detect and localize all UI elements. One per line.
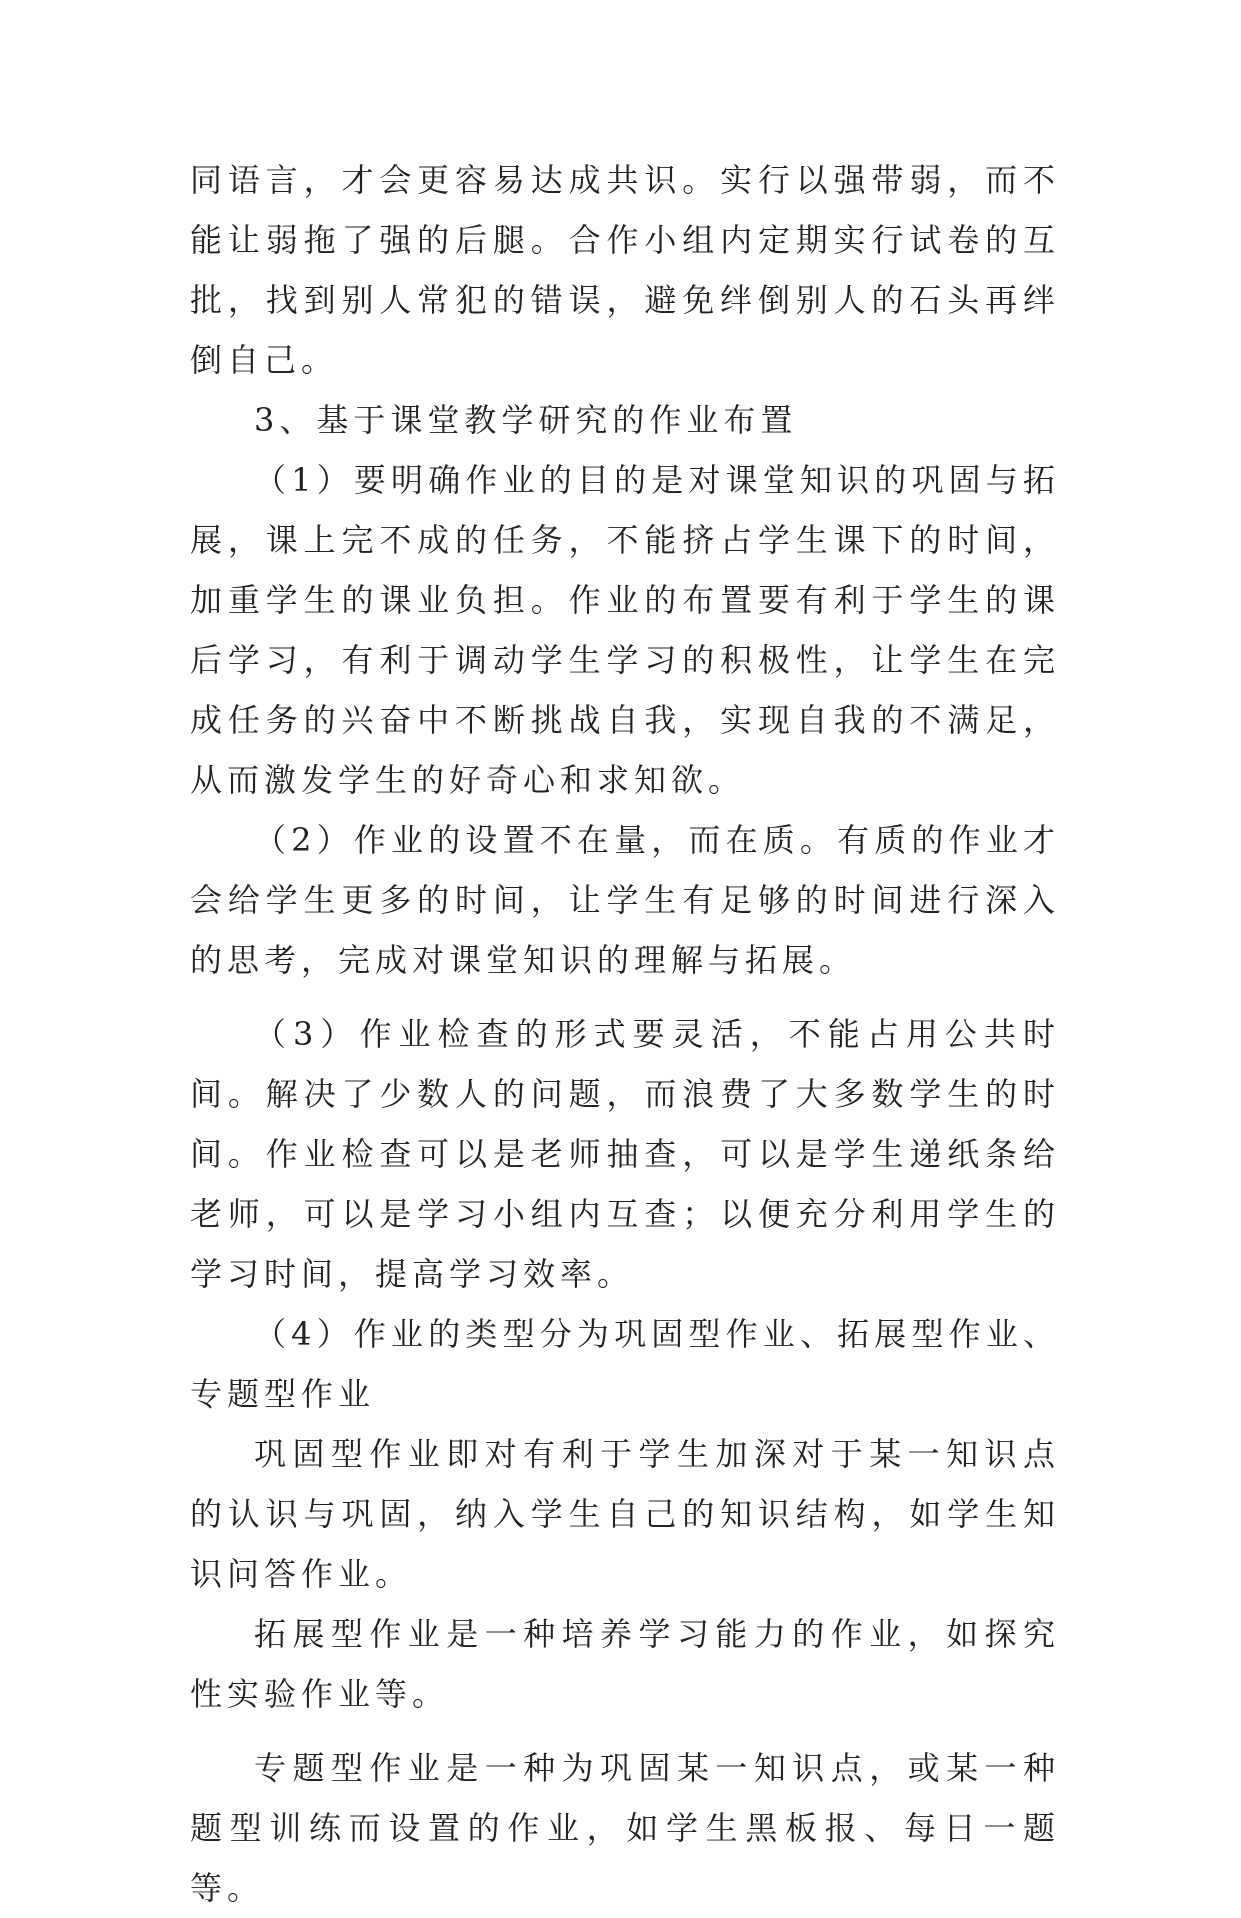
paragraph-item-3: （3）作业检查的形式要灵活，不能占用公共时间。解决了少数人的问题，而浪费了大多数学生的时间。作业检查可以是老师抽查，可以是学生递纸条给老师，可以是学习小组内互查；以便充分利用学生的学习时间，提高学习效率。 xyxy=(190,1015,1060,1293)
paragraph-extension-type: 拓展型作业是一种培养学习能力的作业，如探究性实验作业等。 xyxy=(190,1615,1060,1713)
paragraph-item-1: （1）要明确作业的目的是对课堂知识的巩固与拓展，课上完不成的任务，不能挤占学生课下的时间，加重学生的课业负担。作业的布置要有利于学生的课后学习，有利于调动学生学习的积极性，让学生在完成任务的兴奋中不断挑战自我，实现自我的不满足，从而激发学生的好奇心和求知欲。 xyxy=(190,461,1060,799)
document-body xyxy=(190,150,1060,1918)
paragraph-consolidation-type: 巩固型作业即对有利于学生加深对于某一知识点的认识与巩固，纳入学生自己的知识结构，如学生知识问答作业。 xyxy=(190,1435,1060,1593)
paragraph-topic-type: 专题型作业是一种为巩固某一知识点，或某一种题型训练而设置的作业，如学生黑板报、每日一题等。 xyxy=(190,1749,1060,1907)
section-heading: 3、基于课堂教学研究的作业布置 xyxy=(254,401,798,439)
paragraph-item-4: （4）作业的类型分为巩固型作业、拓展型作业、专题型作业 xyxy=(190,1315,1060,1413)
paragraph-continued: 同语言，才会更容易达成共识。实行以强带弱，而不能让弱拖了强的后腿。合作小组内定期实行试卷的互批，找到别人常犯的错误，避免绊倒别人的石头再绊倒自己。 xyxy=(190,161,1060,379)
paragraph-item-2: （2）作业的设置不在量，而在质。有质的作业才会给学生更多的时间，让学生有足够的时间进行深入的思考，完成对课堂知识的理解与拓展。 xyxy=(190,821,1060,979)
